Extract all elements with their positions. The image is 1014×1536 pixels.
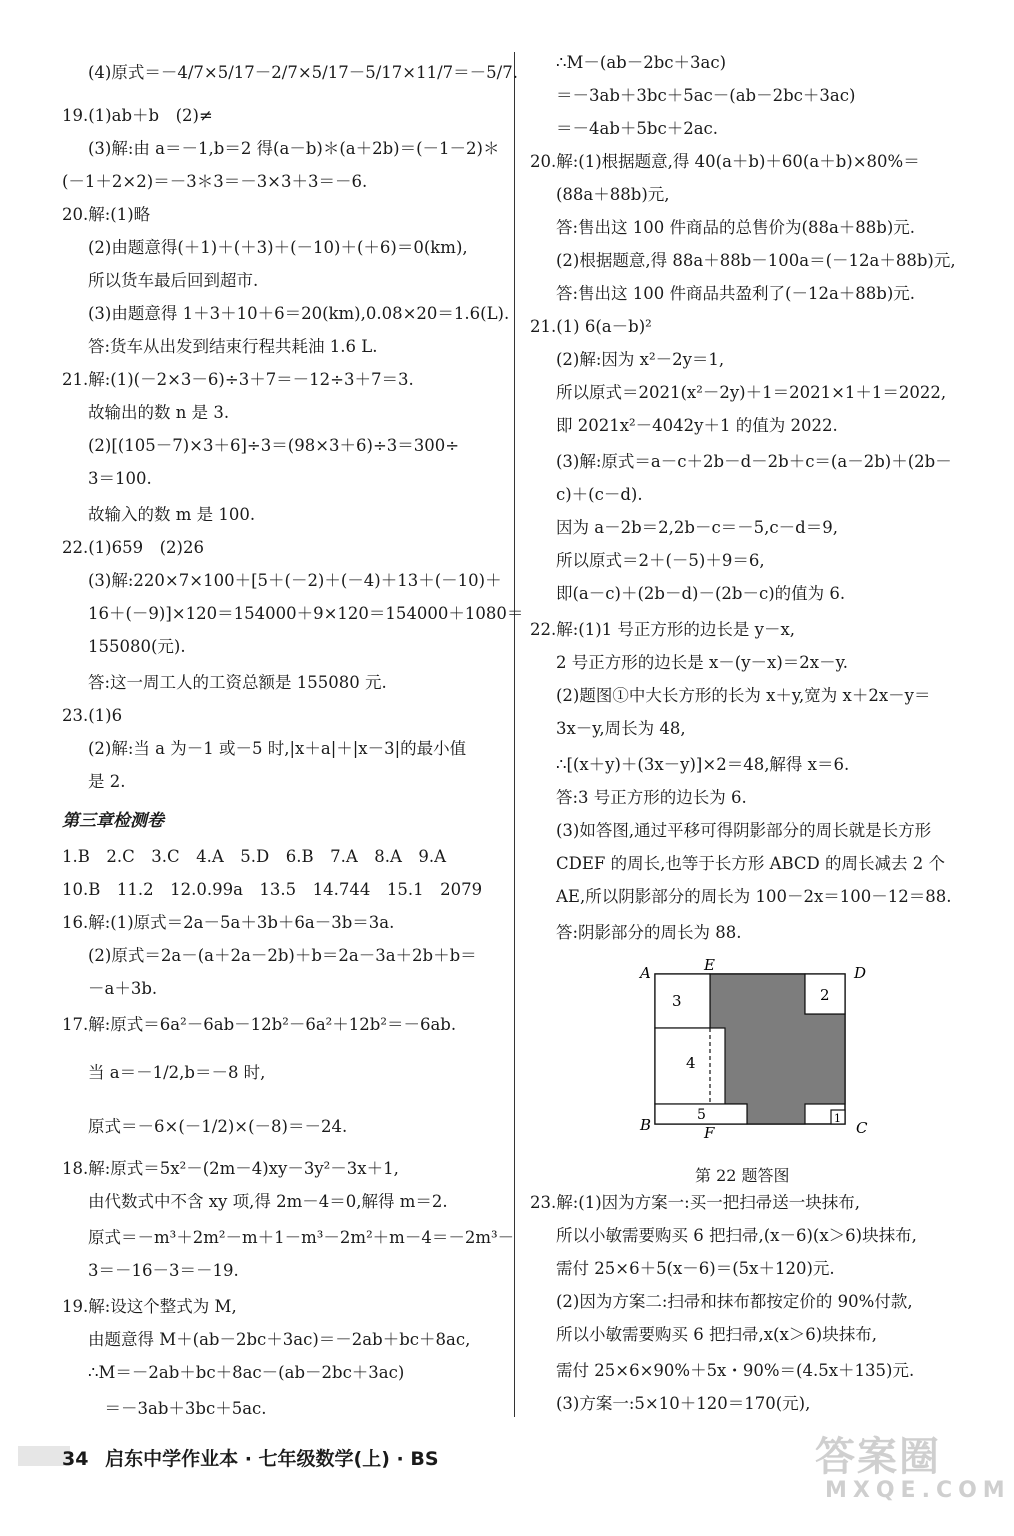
geometry-figure: [630, 958, 880, 1188]
answer-line: 23.(1)6: [62, 706, 123, 725]
answer-line: (3)方案一:5×10＋120＝170(元),: [556, 1394, 811, 1413]
square-label-5: 5: [697, 1107, 706, 1123]
answer-line: 20.解:(1)略: [62, 205, 151, 224]
answer-line: (88a＋88b)元,: [556, 185, 670, 204]
section-heading: 第三章检测卷: [62, 811, 164, 831]
figure-caption: 第 22 题答图: [695, 1166, 790, 1185]
square-3: [655, 974, 710, 1028]
answer-line: 20.解:(1)根据题意,得 40(a＋b)＋60(a＋b)×80%＝: [530, 152, 920, 171]
answer-line: 16＋(－9)]×120＝154000＋9×120＝154000＋1080＝: [88, 604, 524, 623]
answer-line: 需付 25×6×90%＋5x・90%＝(4.5x＋135)元.: [556, 1361, 915, 1380]
answer-line: 所以小敏需要购买 6 把扫帚,x(x＞6)块抹布,: [556, 1325, 877, 1344]
answer-line: －a＋3b.: [88, 979, 158, 998]
answer-line: (2)解:当 a 为－1 或－5 时,|x＋a|＋|x－3|的最小值: [88, 739, 467, 758]
answer-line: 即(a－c)＋(2b－d)－(2b－c)的值为 6.: [556, 584, 846, 603]
answer-line: (3)如答图,通过平移可得阴影部分的周长就是长方形: [556, 821, 932, 840]
answer-line: (3)解:原式＝a－c＋2b－d－2b＋c＝(a－2b)＋(2b－: [556, 452, 952, 471]
vertex-label-c: C: [856, 1119, 868, 1137]
answer-line: 21.(1) 6(a－b)²: [530, 317, 652, 336]
square-label-4: 4: [686, 1054, 696, 1072]
square-label-3: 3: [672, 992, 682, 1010]
answer-line: 即 2021x²－4042y＋1 的值为 2022.: [556, 416, 838, 435]
answer-line: 原式＝－6×(－1/2)×(－8)＝－24.: [88, 1117, 348, 1136]
answer-line: ∴M－(ab－2bc＋3ac): [556, 53, 727, 72]
answer-line: 因为 a－2b＝2,2b－c＝－5,c－d＝9,: [556, 518, 838, 537]
answer-line: (2)由题意得(＋1)＋(＋3)＋(－10)＋(＋6)＝0(km),: [88, 238, 468, 257]
answer-line: 22.(1)659 (2)26: [62, 538, 204, 557]
answer-line: 是 2.: [88, 772, 126, 791]
answer-line: 3＝100.: [88, 469, 152, 488]
answer-line: 答:阴影部分的周长为 88.: [556, 923, 742, 942]
book-title: 启东中学作业本 · 七年级数学(上) · BS: [105, 1448, 439, 1470]
answer-line: 19.解:设这个整式为 M,: [62, 1297, 237, 1316]
answer-line: 所以货车最后回到超市.: [88, 271, 259, 290]
answer-line: 1.B 2.C 3.C 4.A 5.D 6.B 7.A 8.A 9.A: [62, 847, 447, 866]
answer-line: (4)原式＝－4/7×5/17－2/7×5/17－5/17×11/7＝－5/7.: [88, 63, 518, 82]
answer-line: (2)因为方案二:扫帚和抹布都按定价的 90%付款,: [556, 1292, 913, 1311]
watermark-text: 答案圈: [815, 1434, 941, 1480]
vertex-label-a: A: [640, 964, 651, 982]
answer-line: ∴M＝－2ab＋bc＋8ac－(ab－2bc＋3ac): [88, 1363, 405, 1382]
answer-line: c)＋(c－d).: [556, 485, 643, 504]
page-number: 34: [62, 1448, 89, 1470]
answer-line: 由题意得 M＋(ab－2bc＋3ac)＝－2ab＋bc＋8ac,: [88, 1330, 471, 1349]
answer-line: 16.解:(1)原式＝2a－5a＋3b＋6a－3b＝3a.: [62, 913, 395, 932]
answer-line: (3)解:220×7×100＋[5＋(－2)＋(－4)＋13＋(－10)＋: [88, 571, 502, 590]
answer-line: 答:货车从出发到结束行程共耗油 1.6 L.: [88, 337, 378, 356]
answer-line: 3x－y,周长为 48,: [556, 719, 686, 738]
answer-line: 23.解:(1)因为方案一:买一把扫帚送一块抹布,: [530, 1193, 860, 1212]
answer-line: (2)[(105－7)×3＋6]÷3＝(98×3＋6)÷3＝300÷: [88, 436, 460, 455]
answer-line: 10.B 11.2 12.0.99a 13.5 14.744 15.1 2079: [62, 880, 483, 899]
answer-line: ∴[(x＋y)＋(3x－y)]×2＝48,解得 x＝6.: [556, 755, 850, 774]
answer-line: 原式＝－m³＋2m²－m＋1－m³－2m²＋m－4＝－2m³－: [88, 1228, 515, 1247]
answer-line: 需付 25×6＋5(x－6)＝(5x＋120)元.: [556, 1259, 835, 1278]
column-divider: [514, 52, 515, 1417]
answer-line: 所以原式＝2021(x²－2y)＋1＝2021×1＋1＝2022,: [556, 383, 947, 402]
answer-line: (3)解:由 a＝－1,b＝2 得(a－b)＊(a＋2b)＝(－1－2)＊: [88, 139, 500, 158]
vertex-label-f: F: [704, 1124, 715, 1142]
vertex-label-d: D: [854, 964, 867, 982]
answer-line: ＝－3ab＋3bc＋5ac.: [88, 1399, 267, 1418]
answer-line: 21.解:(1)(－2×3－6)÷3＋7＝－12÷3＋7＝3.: [62, 370, 414, 389]
answer-line: 故输出的数 n 是 3.: [88, 403, 230, 422]
answer-line: (2)原式＝2a－(a＋2a－2b)＋b＝2a－3a＋2b＋b＝: [88, 946, 477, 965]
answer-line: 当 a＝－1/2,b＝－8 时,: [88, 1063, 266, 1082]
answer-line: 答:售出这 100 件商品的总售价为(88a＋88b)元.: [556, 218, 916, 237]
answer-line: 答:售出这 100 件商品共盈利了(－12a＋88b)元.: [556, 284, 916, 303]
watermark-logo: [815, 1425, 1011, 1503]
answer-line: 由代数式中不含 xy 项,得 2m－4＝0,解得 m＝2.: [88, 1192, 448, 1211]
answer-line: 3＝－16－3＝－19.: [88, 1261, 239, 1280]
answer-line: 18.解:原式＝5x²－(2m－4)xy－3y²－3x＋1,: [62, 1159, 399, 1178]
square-label-2: 2: [820, 986, 830, 1004]
answer-line: (－1＋2×2)＝－3＊3＝－3×3＋3＝－6.: [62, 172, 368, 191]
answer-line: (2)题图①中大长方形的长为 x＋y,宽为 x＋2x－y＝: [556, 686, 931, 705]
page-footer: [62, 1444, 439, 1471]
answer-line: ＝－3ab＋3bc＋5ac－(ab－2bc＋3ac): [556, 86, 856, 105]
answer-line: AE,所以阴影部分的周长为 100－2x＝100－12＝88.: [556, 887, 952, 906]
answer-line: 155080(元).: [88, 637, 186, 656]
vertex-label-e: E: [704, 958, 715, 974]
watermark-url: MXQE.COM: [825, 1478, 1011, 1503]
answer-line: 答:3 号正方形的边长为 6.: [556, 788, 747, 807]
square-label-1: 1: [834, 1112, 841, 1125]
answer-line: 19.(1)ab＋b (2)≠: [62, 106, 213, 125]
vertex-label-b: B: [640, 1116, 652, 1134]
answer-line: 答:这一周工人的工资总额是 155080 元.: [88, 673, 387, 692]
answer-line: 2 号正方形的边长是 x－(y－x)＝2x－y.: [556, 653, 848, 672]
answer-line: (2)解:因为 x²－2y＝1,: [556, 350, 725, 369]
answer-line: 17.解:原式＝6a²－6ab－12b²－6a²＋12b²＝－6ab.: [62, 1015, 457, 1034]
answer-line: CDEF 的周长,也等于长方形 ABCD 的周长减去 2 个: [556, 854, 946, 873]
answer-line: ＝－4ab＋5bc＋2ac.: [556, 119, 719, 138]
answer-line: (3)由题意得 1＋3＋10＋6＝20(km),0.08×20＝1.6(L).: [88, 304, 510, 323]
answer-line: (2)根据题意,得 88a＋88b－100a＝(－12a＋88b)元,: [556, 251, 956, 270]
answer-line: 22.解:(1)1 号正方形的边长是 y－x,: [530, 620, 796, 639]
answer-line: 故输入的数 m 是 100.: [88, 505, 256, 524]
answer-line: 所以原式＝2＋(－5)＋9＝6,: [556, 551, 765, 570]
answer-line: 所以小敏需要购买 6 把扫帚,(x－6)(x＞6)块抹布,: [556, 1226, 917, 1245]
